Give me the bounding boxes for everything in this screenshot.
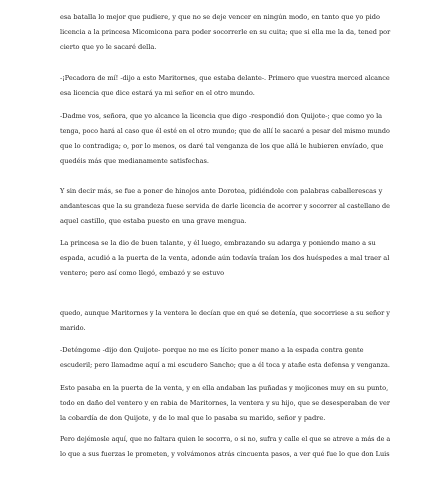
text-line: todo en daño del ventero y en rabia de Maritornes, la ventera y su hijo, que se desesperaban de ver xyxy=(60,399,390,407)
text-line: quedéis más que medianamente satisfechas. xyxy=(60,157,210,165)
text-line: quedo, aunque Maritornes y la ventera le decían que en qué se detenía, que socorriese a su señor y xyxy=(60,309,390,317)
text-line: -Dadme vos, señora, que yo alcance la licencia que digo -respondió don Quijote-; que como yo la xyxy=(60,112,383,120)
text-line: cierto que yo le sacaré della. xyxy=(60,43,157,51)
text-line: -Deténgome -dijo don Quijote- porque no me es lícito poner mano a la espada contra gente xyxy=(60,346,364,354)
text-line: Pero dejémosle aquí, que no faltara quien le socorra, o si no, sufra y calle el que se atreve a más de a xyxy=(60,435,391,443)
paragraph xyxy=(60,71,390,101)
paragraph xyxy=(60,432,390,462)
text-line: marido. xyxy=(60,324,86,332)
text-line: que lo contradiga; o, por lo menos, os daré tal venganza de los que allá le hubieren envíado, que xyxy=(60,142,384,150)
text-line: -¡Pecadora de mí! -dijo a esto Maritornes, que estaba delante-. Primero que vuestra merced alcance xyxy=(60,74,390,82)
paragraph xyxy=(60,343,390,373)
text-line: tenga, poco hará al caso que él esté en el otro mundo; que de allí le sacaré a pesar del mismo mundo xyxy=(60,127,390,135)
text-line: la cobardía de don Quijote, y de lo mal que lo pasaba su marido, señor y padre. xyxy=(60,414,326,422)
text-line: La princesa se la dio de buen talante, y él luego, embrazando su adarga y poniendo mano a su xyxy=(60,239,376,247)
text-line: ventero; pero así como llegó, embazó y se estuvo xyxy=(60,269,225,277)
paragraph xyxy=(60,236,390,281)
text-line: aquel castillo, que estaba puesto en una grave mengua. xyxy=(60,217,247,225)
paragraph xyxy=(60,381,390,426)
text-line: licencia a la princesa Micomicona para poder socorrerle en su cuita; que si ella me la da, tened por xyxy=(60,28,391,36)
paragraph xyxy=(60,10,390,55)
paragraph xyxy=(60,109,390,169)
text-line: espada, acudió a la puerta de la venta, adonde aún todavía traían los dos huéspedes a mal traer al xyxy=(60,254,390,262)
paragraph xyxy=(60,184,390,229)
text-line: esa batalla lo mejor que pudiere, y que no se deje vencer en ningún modo, en tanto que yo pido xyxy=(60,13,380,21)
text-line: Y sin decir más, se fue a poner de hinojos ante Dorotea, pidiéndole con palabras caballerescas y xyxy=(60,187,383,195)
text-line: escuderil; pero llamadme aquí a mi escudero Sancho; que a él toca y atañe esta defensa y venganza. xyxy=(60,361,390,369)
text-line: andantescas que la su grandeza fuese servida de darle licencia de acorrer y socorrer al castellano de xyxy=(60,202,390,210)
text-line: Esto pasaba en la puerta de la venta, y en ella andaban las puñadas y mojicones muy en su punto, xyxy=(60,384,389,392)
text-line: esa licencia que dice estará ya mi señor en el otro mundo. xyxy=(60,89,255,97)
text-line: lo que a sus fuerzas le prometen, y volvámonos atrás cincuenta pasos, a ver qué fue lo que don Luis xyxy=(60,450,390,458)
paragraph xyxy=(60,306,390,336)
